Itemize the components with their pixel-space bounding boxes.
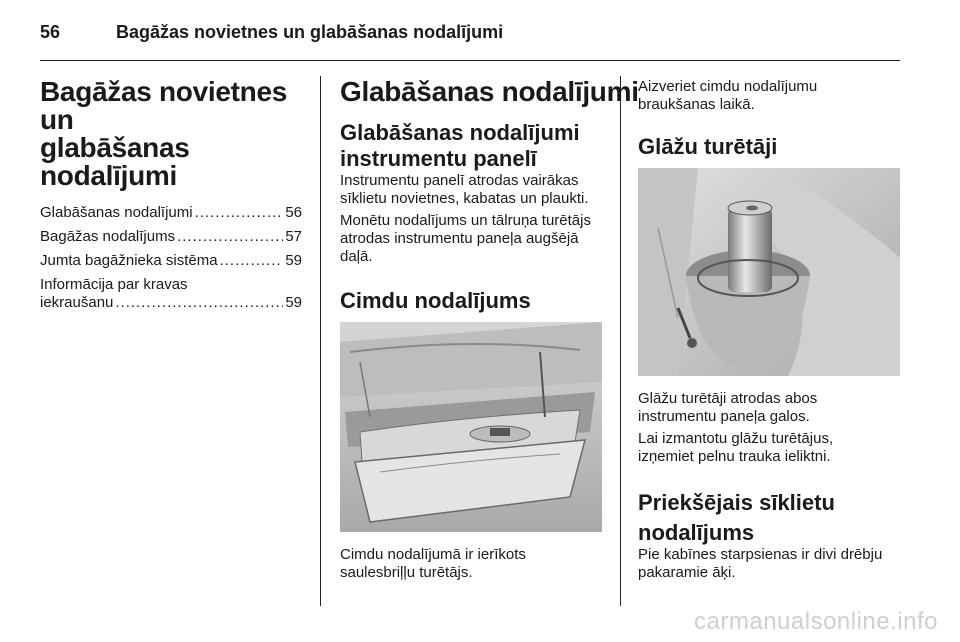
paragraph-cup-holders-usage: [638, 430, 902, 466]
glovebox-photo: [340, 322, 602, 532]
text-line: daļā.: [340, 248, 373, 265]
cup-holder-illustration: [638, 168, 900, 376]
subsection-title-line1: Glabāšanas nodalījumi: [340, 120, 580, 145]
toc-entry[interactable]: [40, 252, 302, 270]
page-number: 56: [40, 22, 61, 42]
chapter-title-line3: nodalījumi: [40, 160, 178, 191]
paragraph-cup-holders-location: [638, 390, 902, 426]
toc-entry-page: 57: [285, 228, 302, 245]
toc-entry-label-line1: Informācija par kravas: [40, 276, 188, 293]
subsection-title-line2: nodalījums: [638, 520, 755, 545]
toc-leader: [177, 228, 283, 246]
table-of-contents: [40, 204, 302, 312]
text-line: Monētu nodalījums un tālruņa turētājs: [340, 212, 591, 229]
chapter-title: [40, 78, 312, 190]
chapter-title-line2: glabāšanas: [40, 132, 190, 163]
page-header: [40, 22, 900, 62]
toc-entry-page: 59: [285, 252, 302, 269]
running-title: Bagāžas novietnes un glabāšanas nodalījumi: [116, 22, 504, 42]
toc-leader: [220, 252, 284, 270]
toc-entry-multiline[interactable]: [40, 276, 302, 312]
text-line: Pie kabīnes starpsienas ir divi drēbju: [638, 546, 883, 563]
toc-entry-label-line2: iekraušanu: [40, 294, 114, 311]
subsection-title-line2: instrumentu panelī: [340, 146, 537, 171]
text-line: atrodas instrumentu paneļa augšējā: [340, 230, 579, 247]
toc-entry-page: 59: [285, 294, 302, 311]
toc-leader: [115, 294, 283, 312]
paragraph-coin-holder: [340, 212, 604, 266]
text-line: saulesbriļļu turētājs.: [340, 564, 473, 581]
text-line: pakaramie āķi.: [638, 564, 736, 581]
toc-entry-label: Jumta bagāžnieka sistēma: [40, 252, 218, 269]
header-rule: [40, 60, 900, 61]
column-divider-2: [620, 76, 621, 606]
toc-entry-page: 56: [285, 204, 302, 221]
watermark: carmanualsonline.info: [694, 608, 938, 635]
section-title: Glabāšanas nodalījumi: [340, 76, 639, 107]
text-line: sīklietu novietnes, kabatas un plaukti.: [340, 190, 589, 207]
text-line: Lai izmantotu glāžu turētājus,: [638, 430, 834, 447]
paragraph-close-glovebox: [638, 78, 902, 114]
cup-holder-photo: [638, 168, 900, 376]
text-line: Instrumentu panelī atrodas vairākas: [340, 172, 579, 189]
toc-leader: [195, 204, 284, 222]
paragraph-instrument-panel: [340, 172, 604, 208]
subsection-title-glovebox: Cimdu nodalījums: [340, 288, 531, 313]
text-line: braukšanas laikā.: [638, 96, 755, 113]
paragraph-coat-hooks: [638, 546, 908, 582]
text-line: Cimdu nodalījumā ir ierīkots: [340, 546, 526, 563]
text-line: instrumentu paneļa galos.: [638, 408, 810, 425]
text-line: Aizveriet cimdu nodalījumu: [638, 78, 818, 95]
column-divider-1: [320, 76, 321, 606]
text-line: Glāžu turētāji atrodas abos: [638, 390, 818, 407]
subsection-title-line1: Priekšējais sīklietu: [638, 490, 835, 515]
toc-entry-label: Glabāšanas nodalījumi: [40, 204, 193, 221]
subsection-title-cup-holders: Glāžu turētāji: [638, 134, 778, 159]
toc-entry[interactable]: [40, 228, 302, 246]
subsection-title-front-storage: [638, 488, 835, 548]
chapter-title-line1: Bagāžas novietnes un: [40, 76, 287, 135]
text-line: izņemiet pelnu trauka ieliktni.: [638, 448, 831, 465]
subsection-title-instrument-panel: [340, 120, 580, 172]
toc-entry[interactable]: [40, 204, 302, 222]
glovebox-illustration: [340, 322, 602, 532]
glovebox-caption: [340, 546, 604, 582]
toc-entry-label: Bagāžas nodalījums: [40, 228, 176, 245]
